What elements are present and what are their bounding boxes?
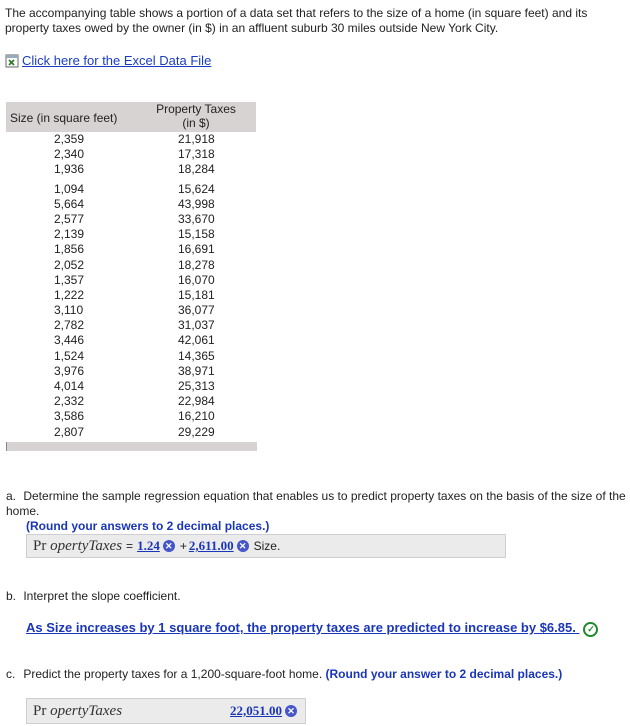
taxes-cell: 25,313 xyxy=(178,379,215,393)
table-row xyxy=(6,242,256,257)
table-row xyxy=(6,182,256,197)
taxes-cell: 21,918 xyxy=(178,132,215,146)
part-c-letter: c. xyxy=(6,667,16,681)
size-cell: 5,664 xyxy=(54,196,85,211)
taxes-cell: 38,971 xyxy=(178,363,215,378)
table-row xyxy=(6,227,256,242)
size-cell: 2,577 xyxy=(54,211,85,226)
table-row xyxy=(6,318,256,333)
taxes-cell: 18,278 xyxy=(178,257,215,272)
table-footer xyxy=(6,442,257,451)
table-row xyxy=(6,425,256,440)
taxes-cell: 16,691 xyxy=(178,242,215,257)
taxes-cell: 16,210 xyxy=(178,409,215,424)
table-row xyxy=(6,333,256,348)
size-cell: 2,340 xyxy=(54,147,85,162)
header-taxes-line2: (in $) xyxy=(182,116,210,130)
table-row xyxy=(6,197,256,212)
taxes-cell: 33,670 xyxy=(178,211,215,226)
x-mark-icon: ✕ xyxy=(237,540,249,552)
intro-text: The accompanying table shows a portion of a data set that refers to the size of a home (in square feet) and its property taxes owed by the owner (in $) in an affluent suburb 30 miles outside New York City. xyxy=(5,6,588,35)
size-cell: 1,222 xyxy=(54,287,85,302)
size-cell: 2,807 xyxy=(54,424,85,439)
taxes-cell: 15,158 xyxy=(178,227,215,242)
part-c-question: Predict the property taxes for a 1,200-square-foot home. xyxy=(23,667,323,681)
excel-data-link[interactable] xyxy=(5,53,211,68)
size-cell: 2,782 xyxy=(54,318,85,333)
size-cell: 1,936 xyxy=(54,162,85,177)
size-cell: 4,014 xyxy=(54,379,85,393)
taxes-cell: 31,037 xyxy=(178,318,215,333)
part-a-hint: (Round your answers to 2 decimal places.) xyxy=(26,519,270,533)
part-a xyxy=(6,489,626,534)
table-row xyxy=(6,349,256,364)
prediction-answer[interactable]: 22,051.00 xyxy=(230,703,282,718)
slope-answer[interactable]: 2,611.00 xyxy=(188,538,234,553)
lhs-prefix: Pr xyxy=(33,702,47,719)
part-a-answer-box xyxy=(26,534,506,558)
size-cell: 1,524 xyxy=(54,348,85,363)
x-mark-icon: ✕ xyxy=(285,705,297,717)
table-row xyxy=(6,212,256,227)
table-row xyxy=(6,364,256,379)
header-size: Size (in square feet) xyxy=(10,111,118,125)
taxes-cell: 17,318 xyxy=(178,147,215,162)
table-row xyxy=(6,379,256,394)
table-row xyxy=(6,132,256,147)
taxes-cell: 29,229 xyxy=(178,424,215,439)
size-suffix: Size. xyxy=(253,539,281,553)
taxes-cell: 18,284 xyxy=(178,162,215,177)
size-cell: 2,332 xyxy=(54,394,85,409)
checkmark-icon: ✓ xyxy=(583,622,598,637)
size-cell: 3,586 xyxy=(54,409,85,424)
lhs-prefix: Pr xyxy=(33,537,47,554)
size-cell: 1,856 xyxy=(54,242,85,257)
table-body xyxy=(6,132,256,440)
table-row xyxy=(6,147,256,162)
part-b-answer[interactable] xyxy=(26,620,624,637)
table-row xyxy=(6,394,256,409)
part-b-answer-text: As Size increases by 1 square foot, the property taxes are predicted to increase by $6.85. xyxy=(26,620,576,635)
part-b xyxy=(6,589,626,604)
prediction-lhs xyxy=(33,703,122,720)
table-header xyxy=(6,102,256,132)
lhs-hat: opertyTaxes xyxy=(50,537,123,554)
x-mark-icon: ✕ xyxy=(163,540,175,552)
excel-file-icon xyxy=(5,54,20,68)
size-cell: 3,446 xyxy=(54,333,85,348)
table-row xyxy=(6,162,256,177)
part-b-question: Interpret the slope coefficient. xyxy=(23,589,181,603)
part-c xyxy=(6,667,626,682)
part-b-letter: b. xyxy=(6,589,17,603)
taxes-cell: 15,181 xyxy=(178,287,215,302)
part-c-answer-box xyxy=(26,698,306,724)
size-cell: 3,110 xyxy=(54,303,84,318)
intercept-answer[interactable]: 1.24 xyxy=(137,538,160,553)
header-taxes xyxy=(146,102,246,130)
taxes-cell: 22,984 xyxy=(178,394,215,409)
equation-lhs xyxy=(33,538,122,555)
size-cell: 3,976 xyxy=(54,363,85,378)
taxes-cell: 43,998 xyxy=(178,196,215,211)
part-a-question: Determine the sample regression equation that enables us to predict property taxes on the basis of the size of the home. xyxy=(6,489,626,518)
taxes-cell: 16,070 xyxy=(178,272,215,287)
plus-sign: + xyxy=(179,539,187,553)
part-c-hint: (Round your answer to 2 decimal places.) xyxy=(325,667,563,681)
header-taxes-line1: Property Taxes xyxy=(156,102,236,116)
equals-sign: = xyxy=(126,539,134,553)
table-row xyxy=(6,288,256,303)
excel-link-label: Click here for the Excel Data File xyxy=(22,53,212,68)
size-cell: 2,139 xyxy=(54,227,85,242)
size-cell: 1,357 xyxy=(54,272,85,287)
taxes-cell: 15,624 xyxy=(178,181,215,196)
table-row xyxy=(6,273,256,288)
size-cell: 2,052 xyxy=(54,257,85,272)
lhs-hat: opertyTaxes xyxy=(50,702,123,719)
taxes-cell: 42,061 xyxy=(178,333,215,348)
table-row xyxy=(6,303,256,318)
table-row xyxy=(6,409,256,424)
table-row xyxy=(6,258,256,273)
size-cell: 1,094 xyxy=(54,181,85,196)
size-cell: 2,359 xyxy=(54,132,85,146)
taxes-cell: 14,365 xyxy=(178,348,215,363)
part-a-letter: a. xyxy=(6,489,17,503)
taxes-cell: 36,077 xyxy=(178,303,215,318)
